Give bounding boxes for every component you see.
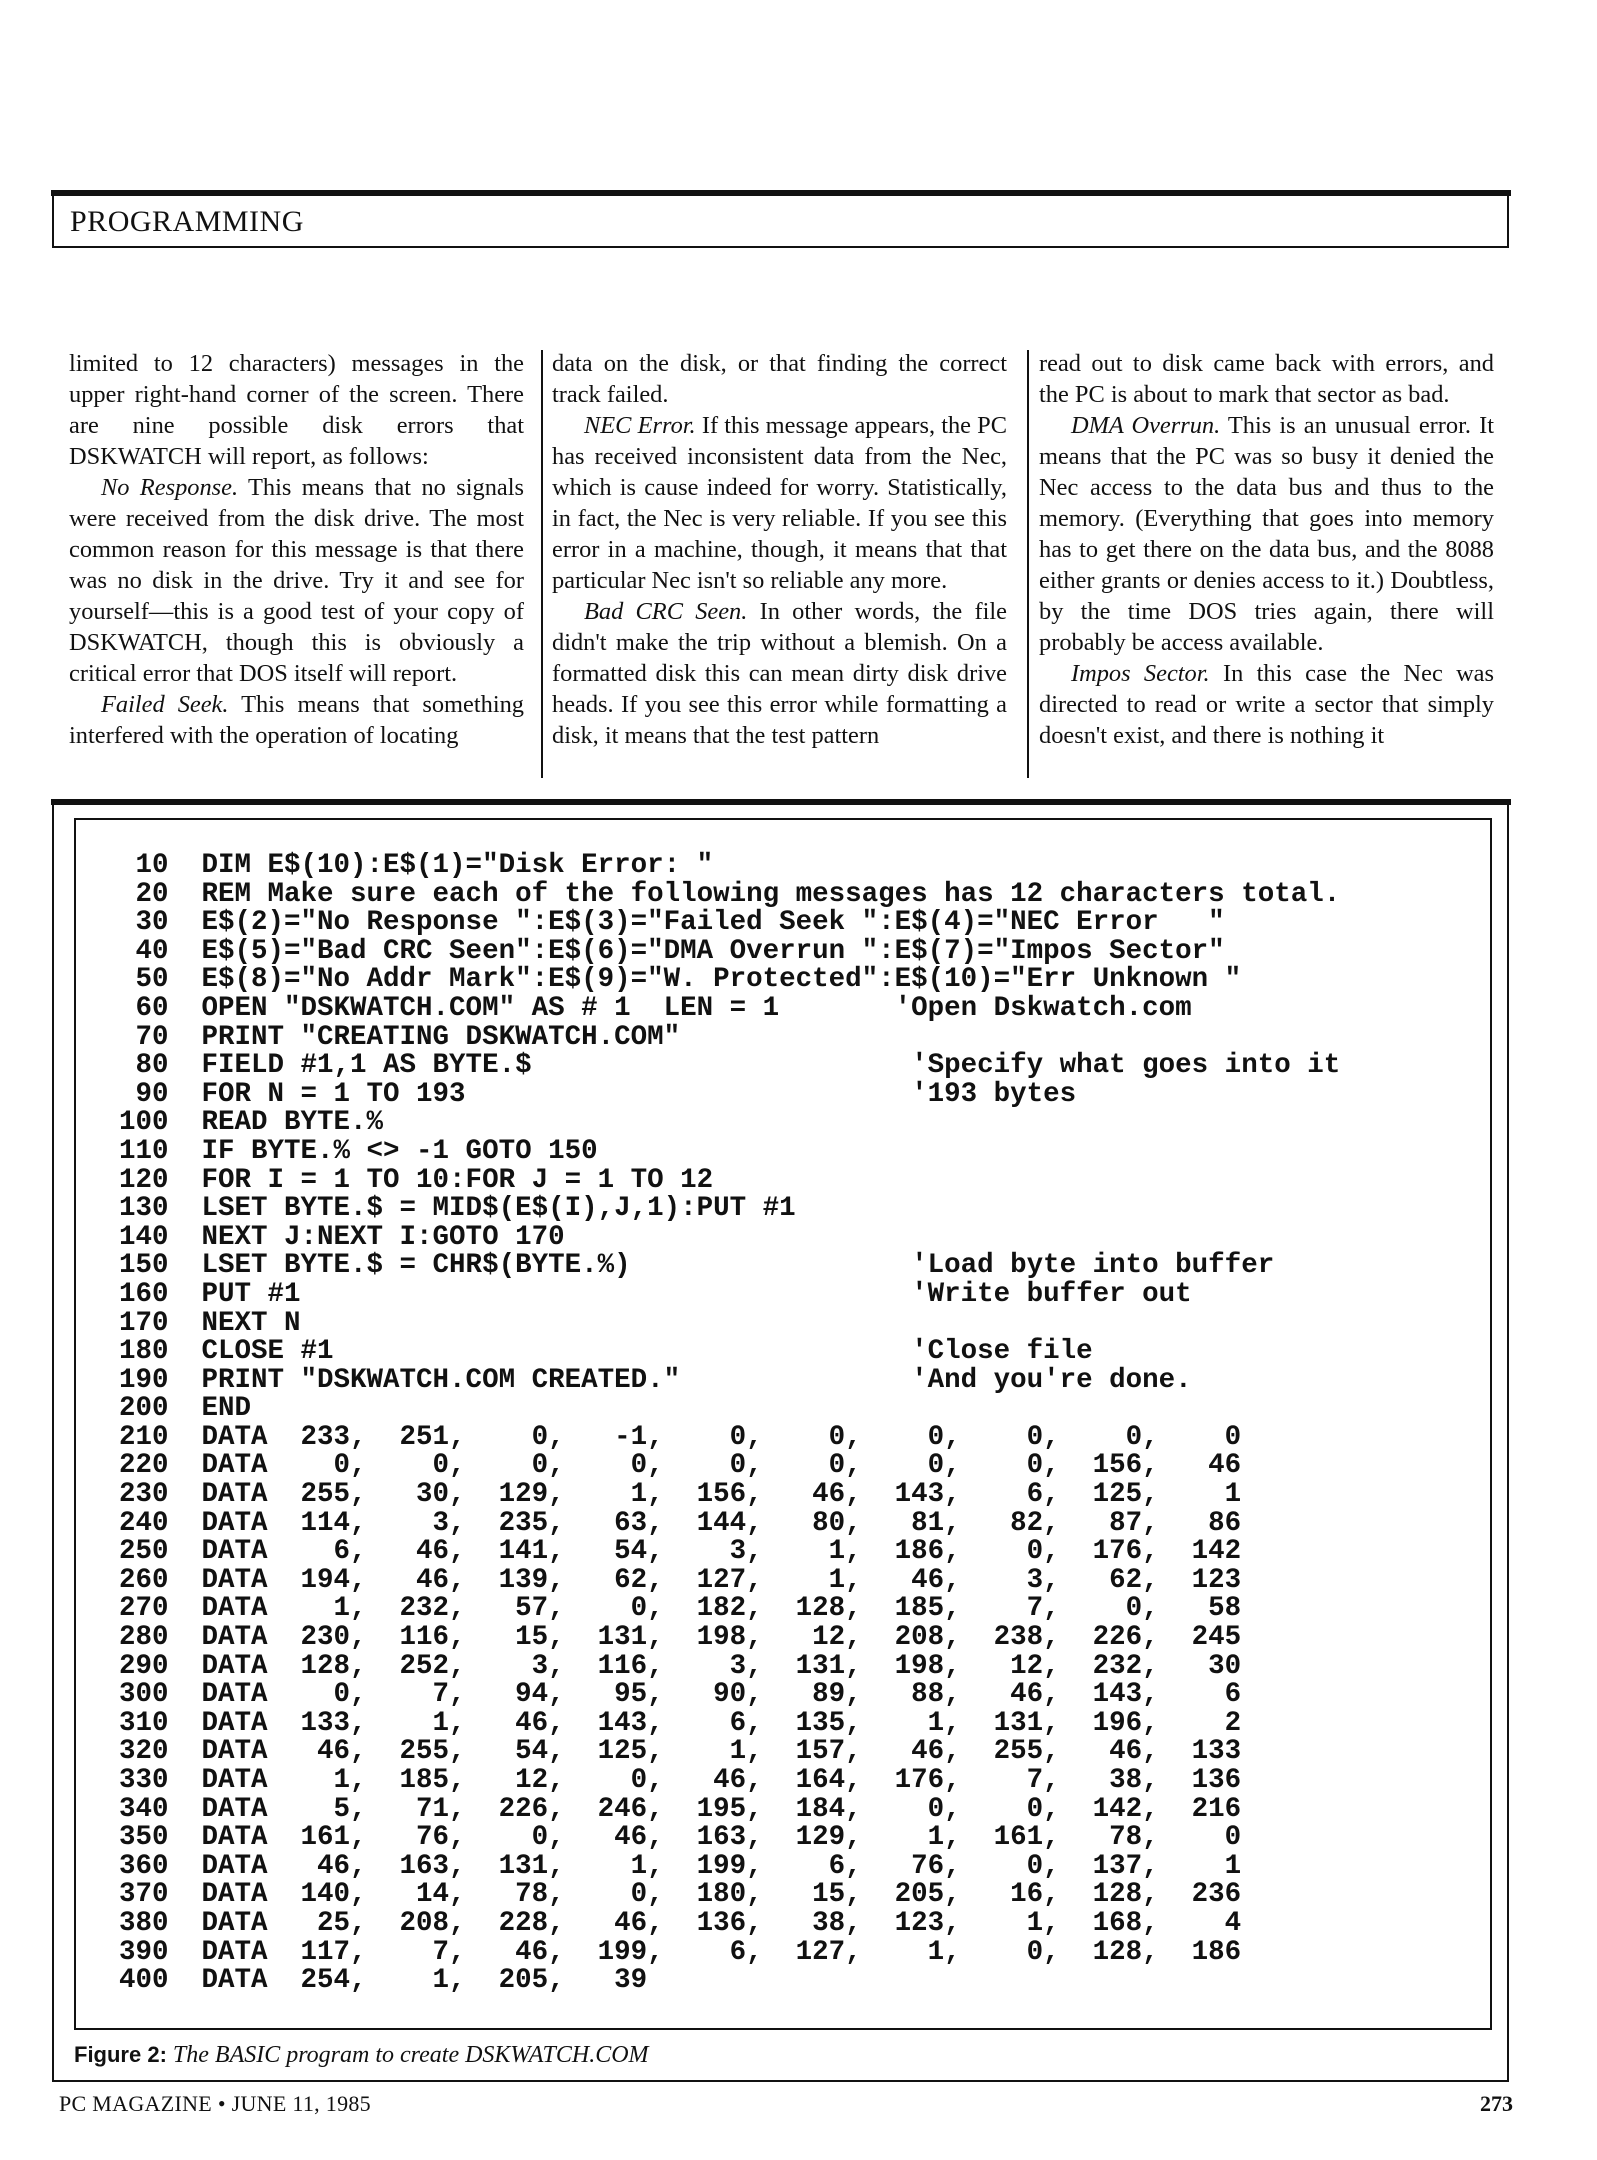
code-line: 20 REM Make sure each of the following messages has 12 characters total. (86, 878, 1341, 910)
code-line: 360 DATA 46, 163, 131, 1, 199, 6, 76, 0, 137, 1 (86, 1850, 1242, 1882)
figure-caption-label: Figure 2: (74, 2042, 167, 2067)
paragraph-lead: NEC Error. (584, 412, 696, 439)
paragraph-text: read out to disk came back with errors, and the PC is about to mark that sector as bad. (1039, 350, 1494, 408)
code-line: 60 OPEN "DSKWATCH.COM" AS # 1 LEN = 1 'Open Dskwatch.com (86, 992, 1192, 1024)
paragraph (69, 472, 524, 689)
paragraph-text: In other words, the file didn't make the trip without a blemish. On a formatted disk this can mean dirty disk drive heads. If you see this error while formatting a disk, it means that the test pattern (552, 598, 1007, 749)
code-line: 190 PRINT "DSKWATCH.COM CREATED." 'And you're done. (86, 1364, 1192, 1396)
code-line: 100 READ BYTE.% (86, 1107, 384, 1139)
code-line: 230 DATA 255, 30, 129, 1, 156, 46, 143, 6, 125, 1 (86, 1479, 1242, 1511)
paragraph (69, 689, 524, 751)
figure-caption-text: The BASIC program to create DSKWATCH.COM (172, 2042, 649, 2068)
code-line: 220 DATA 0, 0, 0, 0, 0, 0, 0, 0, 156, 46 (86, 1450, 1242, 1482)
paragraph-lead: Failed Seek. (101, 691, 229, 718)
paragraph-text: If this message appears, the PC has received inconsistent data from the Nec, which is cause indeed for worry. Statistically, in fact, the Nec is very reliable. If you see this error in a machine, though, it means that that particular Nec isn't so reliable any more. (552, 412, 1008, 594)
paragraph (1039, 348, 1494, 410)
code-line: 120 FOR I = 1 TO 10:FOR J = 1 TO 12 (86, 1164, 714, 1196)
paragraph-text: This is an unusual error. It means that the PC was so busy it denied the Nec access to the data bus and thus to the memory. (Everything that goes into memory has to get there on the data bus, and the 8088 either grants or denies access to it.) Doubtless, by the time DOS tries again, there will probably be access available. (1039, 412, 1494, 656)
code-line: 110 IF BYTE.% <> -1 GOTO 150 (86, 1135, 598, 1167)
code-line: 270 DATA 1, 232, 57, 0, 182, 128, 185, 7, 0, 58 (86, 1593, 1242, 1625)
code-line: 240 DATA 114, 3, 235, 63, 144, 80, 81, 82, 87, 86 (86, 1507, 1242, 1539)
code-line: 310 DATA 133, 1, 46, 143, 6, 135, 1, 131, 196, 2 (86, 1707, 1242, 1739)
code-line: 380 DATA 25, 208, 228, 46, 136, 38, 123, 1, 168, 4 (86, 1907, 1242, 1939)
code-line: 180 CLOSE #1 'Close file (86, 1336, 1093, 1368)
paragraph-text: limited to 12 characters) messages in the upper right-hand corner of the screen. There are nine possible disk errors that DSKWATCH will report, as follows: (69, 350, 524, 470)
code-line: 260 DATA 194, 46, 139, 62, 127, 1, 46, 3, 62, 123 (86, 1564, 1242, 1596)
article-body (52, 348, 1509, 780)
paragraph (1039, 410, 1494, 658)
code-line: 340 DATA 5, 71, 226, 246, 195, 184, 0, 0, 142, 216 (86, 1793, 1242, 1825)
code-line: 40 E$(5)="Bad CRC Seen":E$(6)="DMA Overrun ":E$(7)="Impos Sector" (86, 935, 1225, 967)
code-line: 210 DATA 233, 251, 0, -1, 0, 0, 0, 0, 0, 0 (86, 1421, 1242, 1453)
paragraph-text: This means that no signals were received from the disk drive. The most common reason for this message is that there was no disk in the drive. Try it and see for yourself—this is a good test of your copy of DSKWATCH, though this is obviously a critical error that DOS itself will report. (69, 474, 524, 687)
paragraph-text: data on the disk, or that finding the correct track failed. (552, 350, 1007, 408)
code-line: 130 LSET BYTE.$ = MID$(E$(I),J,1):PUT #1 (86, 1193, 796, 1225)
page-number: 273 (1480, 2091, 1513, 2116)
paragraph-lead: Bad CRC Seen. (584, 598, 748, 625)
code-line: 30 E$(2)="No Response ":E$(3)="Failed Seek ":E$(4)="NEC Error " (86, 907, 1225, 939)
paragraph-lead: Impos Sector. (1071, 660, 1210, 687)
code-line: 140 NEXT J:NEXT I:GOTO 170 (86, 1221, 565, 1253)
code-line: 150 LSET BYTE.$ = CHR$(BYTE.%) 'Load byte into buffer (86, 1250, 1275, 1282)
section-label: PROGRAMMING (70, 205, 304, 238)
code-line: 290 DATA 128, 252, 3, 116, 3, 131, 198, 12, 232, 30 (86, 1650, 1242, 1682)
code-line: 10 DIM E$(10):E$(1)="Disk Error: " (86, 850, 714, 881)
code-line: 390 DATA 117, 7, 46, 199, 6, 127, 1, 0, 128, 186 (86, 1936, 1242, 1968)
code-line: 170 NEXT N (86, 1307, 301, 1339)
code-line: 80 FIELD #1,1 AS BYTE.$ 'Specify what goes into it (86, 1050, 1341, 1082)
text-column-2 (552, 348, 1007, 751)
text-column-1 (69, 348, 524, 751)
code-line: 250 DATA 6, 46, 141, 54, 3, 1, 186, 0, 176, 142 (86, 1536, 1242, 1568)
column-divider (541, 350, 543, 778)
code-line: 200 END (86, 1393, 252, 1425)
code-line: 300 DATA 0, 7, 94, 95, 90, 89, 88, 46, 143, 6 (86, 1679, 1242, 1711)
code-line: 70 PRINT "CREATING DSKWATCH.COM" (86, 1021, 681, 1053)
paragraph (552, 348, 1007, 410)
code-line: 280 DATA 230, 116, 15, 131, 198, 12, 208, 238, 226, 245 (86, 1622, 1242, 1654)
code-line: 330 DATA 1, 185, 12, 0, 46, 164, 176, 7, 38, 136 (86, 1765, 1242, 1796)
code-line: 160 PUT #1 'Write buffer out (86, 1278, 1192, 1310)
text-column-3 (1039, 348, 1494, 751)
code-line: 320 DATA 46, 255, 54, 125, 1, 157, 46, 255, 46, 133 (86, 1736, 1242, 1768)
code-listing (86, 852, 1340, 1996)
paragraph-text: This means that something interfered with the operation of locating (69, 691, 524, 749)
paragraph-lead: DMA Overrun. (1071, 412, 1221, 439)
footer-publication: PC MAGAZINE • JUNE 11, 1985 (59, 2091, 371, 2116)
paragraph (1039, 658, 1494, 751)
paragraph (69, 348, 524, 472)
paragraph-lead: No Response. (101, 474, 239, 501)
code-line: 400 DATA 254, 1, 205, 39 (86, 1965, 648, 1997)
figure-caption (74, 2042, 649, 2069)
code-line: 50 E$(8)="No Addr Mark":E$(9)="W. Protected":E$(10)="Err Unknown " (86, 964, 1242, 996)
code-line: 350 DATA 161, 76, 0, 46, 163, 129, 1, 161, 78, 0 (86, 1822, 1242, 1854)
code-line: 370 DATA 140, 14, 78, 0, 180, 15, 205, 16, 128, 236 (86, 1879, 1242, 1911)
code-line: 90 FOR N = 1 TO 193 '193 bytes (86, 1078, 1077, 1110)
paragraph (552, 596, 1007, 751)
column-divider (1027, 350, 1029, 778)
paragraph (552, 410, 1007, 596)
paragraph-text: In this case the Nec was directed to read or write a sector that simply doesn't exist, and there is nothing it (1039, 660, 1495, 749)
